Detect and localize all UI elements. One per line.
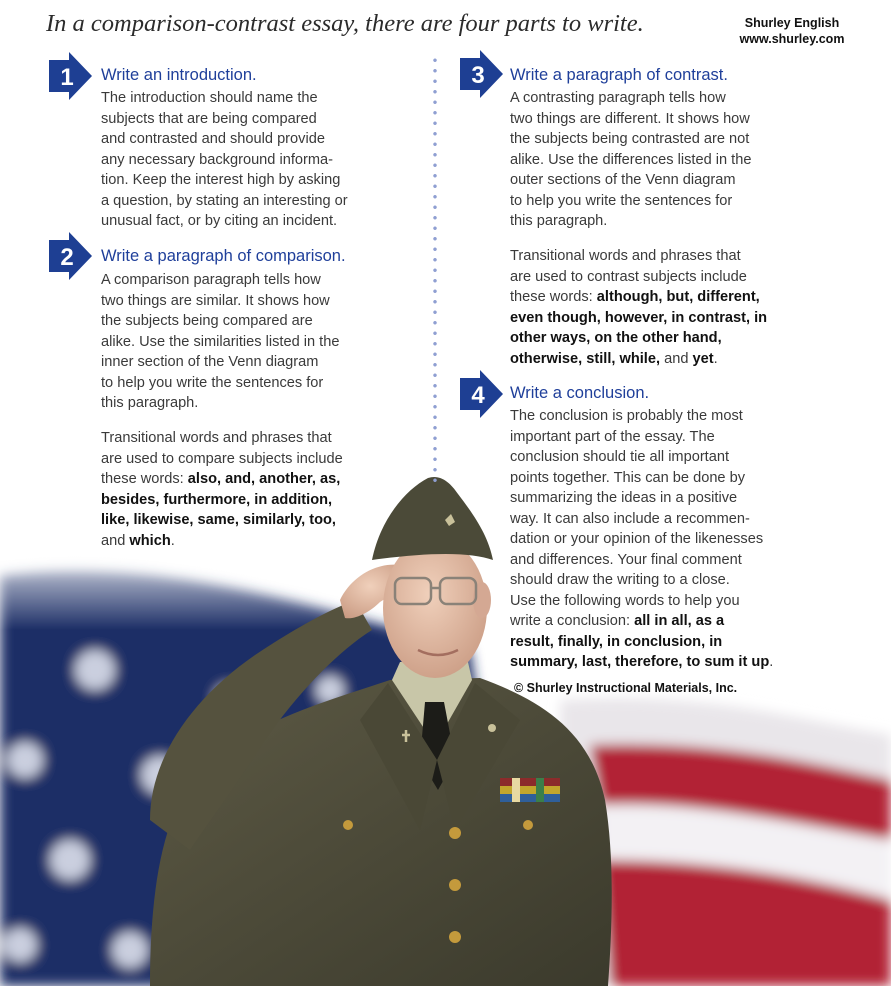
paragraph-line: write a conclusion: all in all, as a — [510, 613, 725, 629]
section-paragraph — [510, 88, 751, 232]
paragraph-line: The introduction should name the — [101, 90, 318, 106]
number-arrow-badge-icon — [458, 50, 504, 98]
paragraph-line: any necessary background informa- — [101, 151, 333, 168]
key-term: summary, last, therefore, to sum it up — [510, 654, 770, 670]
paragraph-line: unusual fact, or by citing an incident. — [101, 213, 338, 229]
paragraph-line: inner section of the Venn diagram — [101, 354, 319, 370]
section-paragraph — [510, 246, 767, 369]
paragraph-line: should draw the writing to a close. — [510, 572, 730, 588]
brand-url[interactable]: www.shurley.com — [739, 32, 845, 46]
key-term: result, finally, in conclusion, in — [510, 633, 723, 650]
paragraph-line: A comparison paragraph tells how — [101, 272, 321, 288]
paragraph-line: two things are similar. It shows how — [101, 292, 330, 309]
number-arrow-badge-icon — [458, 370, 504, 418]
paragraph-line: The conclusion is probably the most — [510, 408, 743, 424]
section-paragraph — [510, 406, 773, 673]
brand-name: Shurley English — [744, 16, 840, 30]
paragraph-line: Use the following words to help you — [510, 592, 740, 609]
paragraph-line: alike. Use the differences listed in the — [510, 151, 752, 168]
key-term: also, and, another, as, — [187, 471, 341, 487]
paragraph-line: and differences. Your final comment — [510, 551, 742, 568]
paragraph-line: important part of the essay. The — [510, 428, 715, 445]
paragraph-line: are used to compare subjects include — [101, 450, 343, 467]
paragraph-line: dation or your opinion of the likenesses — [510, 531, 764, 547]
paragraph-line: these words: also, and, another, as, — [101, 471, 341, 487]
paragraph-line — [101, 490, 343, 511]
key-term: otherwise, still, while, — [510, 350, 661, 367]
section-heading: Write a paragraph of contrast. — [510, 66, 728, 84]
paragraph-line — [101, 510, 343, 531]
paragraph-line: conclusion should tie all important — [510, 449, 730, 465]
brand-block — [730, 15, 854, 47]
key-term: like, likewise, same, similarly, too, — [101, 512, 336, 528]
paragraph-line — [510, 308, 767, 329]
paragraph-line: to help you write the sentences for — [510, 192, 733, 209]
key-term: besides, furthermore, in addition, — [101, 491, 333, 508]
paragraph-line: tion. Keep the interest high by asking — [101, 172, 341, 188]
paragraph-line: summary, last, therefore, to sum it up. — [510, 654, 774, 670]
paragraph-line: summarizing the ideas in a positive — [510, 490, 738, 506]
section-number: 1 — [60, 64, 74, 91]
paragraph-line: way. It can also include a recommen- — [510, 510, 750, 527]
section-heading: Write a paragraph of comparison. — [101, 247, 346, 265]
paragraph-line — [510, 632, 773, 653]
key-term: other ways, on the other hand, — [510, 330, 722, 346]
section-paragraph — [101, 270, 339, 414]
paragraph-line: A contrasting paragraph tells how — [510, 90, 726, 106]
dotted-divider — [433, 55, 437, 485]
paragraph-line: the subjects being compared are — [101, 313, 313, 329]
section-paragraph — [101, 428, 343, 551]
paragraph-line: two things are different. It shows how — [510, 110, 750, 127]
paragraph-line: Transitional words and phrases that — [510, 248, 741, 264]
paragraph-line: otherwise, still, while, and yet. — [510, 350, 718, 367]
paragraph-line — [510, 328, 767, 349]
key-term: even though, however, in contrast, in — [510, 309, 768, 326]
key-term: although, but, different, — [596, 289, 760, 305]
key-term: all in all, as a — [634, 613, 725, 629]
paragraph-line: and which. — [101, 532, 175, 549]
paragraph-line: this paragraph. — [510, 213, 608, 229]
number-arrow-badge-icon — [47, 52, 93, 100]
key-term: which — [129, 532, 171, 549]
section-heading: Write a conclusion. — [510, 384, 650, 402]
paragraph-line: subjects that are being compared — [101, 110, 317, 127]
paragraph-line: outer sections of the Venn diagram — [510, 172, 736, 188]
paragraph-line: the subjects being contrasted are not — [510, 131, 750, 147]
number-arrow-badge-icon — [47, 232, 93, 280]
paragraph-line: points together. This can be done by — [510, 469, 746, 486]
page-title: In a comparison-contrast essay, there are four parts to write. — [46, 10, 644, 37]
paragraph-line: Transitional words and phrases that — [101, 430, 332, 446]
section-number: 3 — [471, 62, 485, 89]
section-heading: Write an introduction. — [101, 66, 257, 84]
paragraph-line: and contrasted and should provide — [101, 131, 325, 147]
section-paragraph — [101, 88, 348, 232]
paragraph-line: to help you write the sentences for — [101, 374, 324, 391]
paragraph-line: this paragraph. — [101, 395, 199, 411]
copyright-notice: © Shurley Instructional Materials, Inc. — [514, 681, 738, 695]
key-term: yet — [692, 350, 714, 367]
paragraph-line: are used to contrast subjects include — [510, 268, 747, 285]
paragraph-line: alike. Use the similarities listed in the — [101, 333, 340, 350]
paragraph-line: these words: although, but, different, — [510, 289, 760, 305]
section-number: 2 — [60, 244, 74, 271]
paragraph-line: a question, by stating an interesting or — [101, 192, 348, 209]
section-number: 4 — [471, 382, 485, 409]
